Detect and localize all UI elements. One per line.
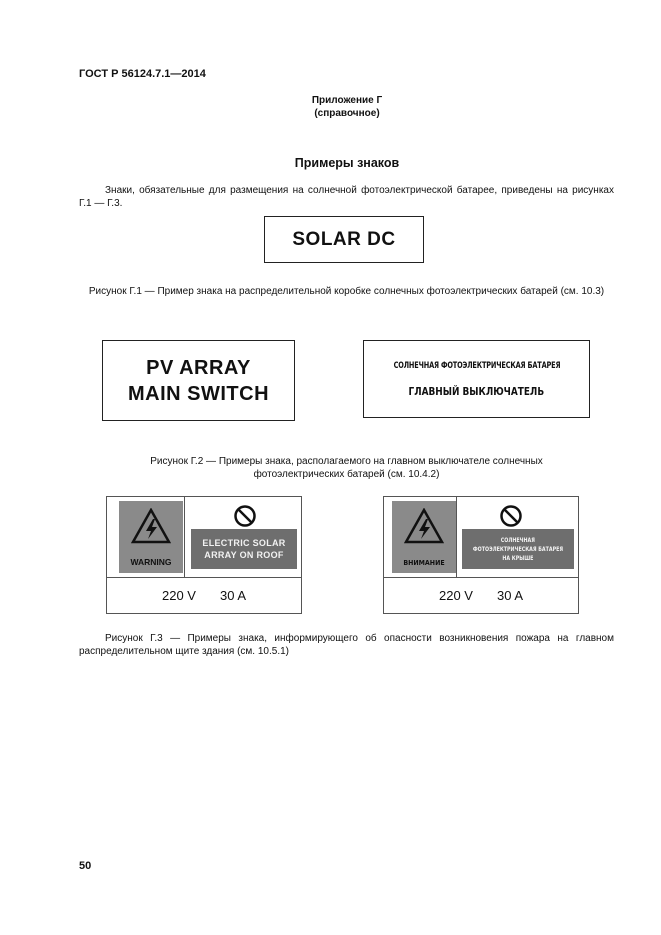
sign-ratings — [384, 577, 578, 613]
sign-divider — [184, 497, 185, 577]
solar-dc-sign — [264, 216, 424, 263]
hazard-panel-line3: НА КРЫШЕ — [502, 553, 534, 562]
intro-paragraph: Знаки, обязательные для размещения на солнечной фотоэлектрической батарее, приведены на рисунках Г.1 — Г.3. — [79, 185, 614, 209]
standard-code: ГОСТ Р 56124.7.1—2014 — [79, 68, 206, 80]
fire-warning-sign-en — [106, 496, 302, 614]
figure2-caption-line1: Рисунок Г.2 — Примеры знака, располагаемого на главном выключателе солнечных — [150, 456, 543, 467]
warning-block — [392, 501, 456, 573]
section-title: Примеры знаков — [294, 156, 400, 170]
appendix-title: Приложение Г — [311, 95, 383, 106]
page-number: 50 — [79, 860, 92, 872]
hazard-panel — [191, 529, 297, 569]
figure2-caption-line2: фотоэлектрических батарей (см. 10.4.2) — [253, 469, 440, 480]
prohibition-icon — [499, 504, 523, 528]
sign-ratings — [107, 577, 301, 613]
warning-word: WARNING — [130, 557, 172, 567]
figure3-caption: Рисунок Г.3 — Примеры знака, информирующего об опасности возникновения пожара на главном распределительном щите здания (см. 10.5.1) — [79, 633, 614, 657]
sign-divider — [456, 497, 457, 577]
pv-array-main-switch-sign — [102, 340, 295, 421]
current-value: 30 A — [219, 587, 246, 603]
pv-sign-line2: MAIN SWITCH — [127, 382, 270, 405]
hazard-panel-line1: ELECTRIC SOLAR — [202, 538, 286, 548]
solar-dc-sign-text: SOLAR DC — [292, 228, 396, 250]
figure1-caption: Рисунок Г.1 — Пример знака на распределительной коробке солнечных фотоэлектрических батарей (см. 10.3) — [88, 286, 605, 297]
hazard-panel — [462, 529, 574, 569]
warning-block — [119, 501, 183, 573]
current-value: 30 A — [496, 587, 523, 603]
high-voltage-warning-icon — [404, 508, 444, 544]
voltage-value: 220 V — [438, 587, 473, 603]
figure2-caption — [79, 455, 614, 481]
hazard-panel-line2: ФОТОЭЛЕКТРИЧЕСКАЯ БАТАРЕЯ — [472, 544, 564, 553]
ru-sign-line2: ГЛАВНЫЙ ВЫКЛЮЧАТЕЛЬ — [408, 384, 545, 398]
sign-top-section — [107, 497, 301, 578]
fire-warning-sign-ru — [383, 496, 579, 614]
ru-sign-line1: СОЛНЕЧНАЯ ФОТОЭЛЕКТРИЧЕСКАЯ БАТАРЕЯ — [393, 360, 560, 371]
prohibition-icon — [233, 504, 257, 528]
appendix-type: (справочное) — [314, 108, 380, 119]
warning-word: ВНИМАНИЕ — [403, 559, 445, 567]
pv-sign-line1: PV ARRAY — [146, 356, 251, 379]
high-voltage-warning-icon — [131, 508, 171, 544]
appendix-heading — [0, 94, 661, 120]
hazard-panel-line1: СОЛНЕЧНАЯ — [500, 535, 536, 544]
hazard-panel-line2: ARRAY ON ROOF — [204, 550, 284, 560]
russian-main-switch-sign — [363, 340, 590, 418]
voltage-value: 220 V — [161, 587, 196, 603]
sign-top-section — [384, 497, 578, 578]
